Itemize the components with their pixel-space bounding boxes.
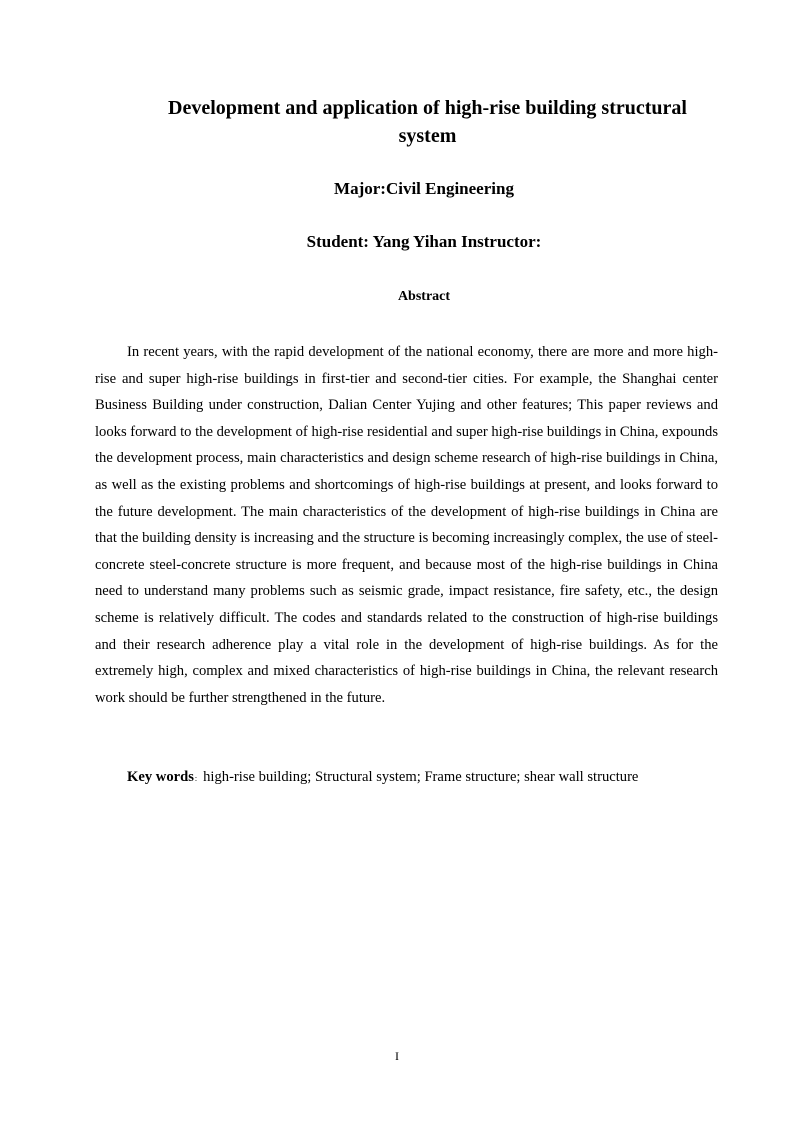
abstract-heading: Abstract	[397, 289, 451, 304]
keywords-text: high-rise building; Structural system; Frame structure; shear wall structure	[203, 769, 639, 785]
paper-title: Development and application of high-rise building structural system	[168, 97, 687, 147]
page-number: I	[395, 1049, 399, 1063]
keywords-label: Key words	[127, 769, 194, 785]
keywords-colon: :	[194, 774, 198, 783]
keywords-line	[127, 764, 727, 792]
student-line: Student: Yang Yihan Instructor:	[306, 232, 542, 251]
abstract-body: In recent years, with the rapid development of the national economy, there are more and more high-rise and super high-rise buildings in first-tier and second-tier cities. For example, the Shanghai center Business Building under construction, Dalian Center Yujing and other features; This paper reviews and looks forward to the development of high-rise residential and super high-rise buildings in China, expounds the development process, main characteristics and design scheme research of high-rise buildings in China, as well as the existing problems and shortcomings of high-rise buildings at present, and looks forward to the future development. The main characteristics of the development of high-rise buildings in China are that the building density is increasing and the structure is becoming increasingly complex, the use of steel-concrete steel-concrete structure is more frequent, and because most of the high-rise buildings in China need to understand many problems such as seismic grade, impact resistance, fire safety, etc., the design scheme is relatively difficult. The codes and standards related to the construction of high-rise buildings and their research adherence play a vital role in the development of high-rise buildings. As for the extremely high, complex and mixed characteristics of high-rise buildings in China, the relevant research work should be further strengthened in the future.	[95, 344, 718, 706]
major-line: Major:Civil Engineering	[334, 179, 514, 198]
